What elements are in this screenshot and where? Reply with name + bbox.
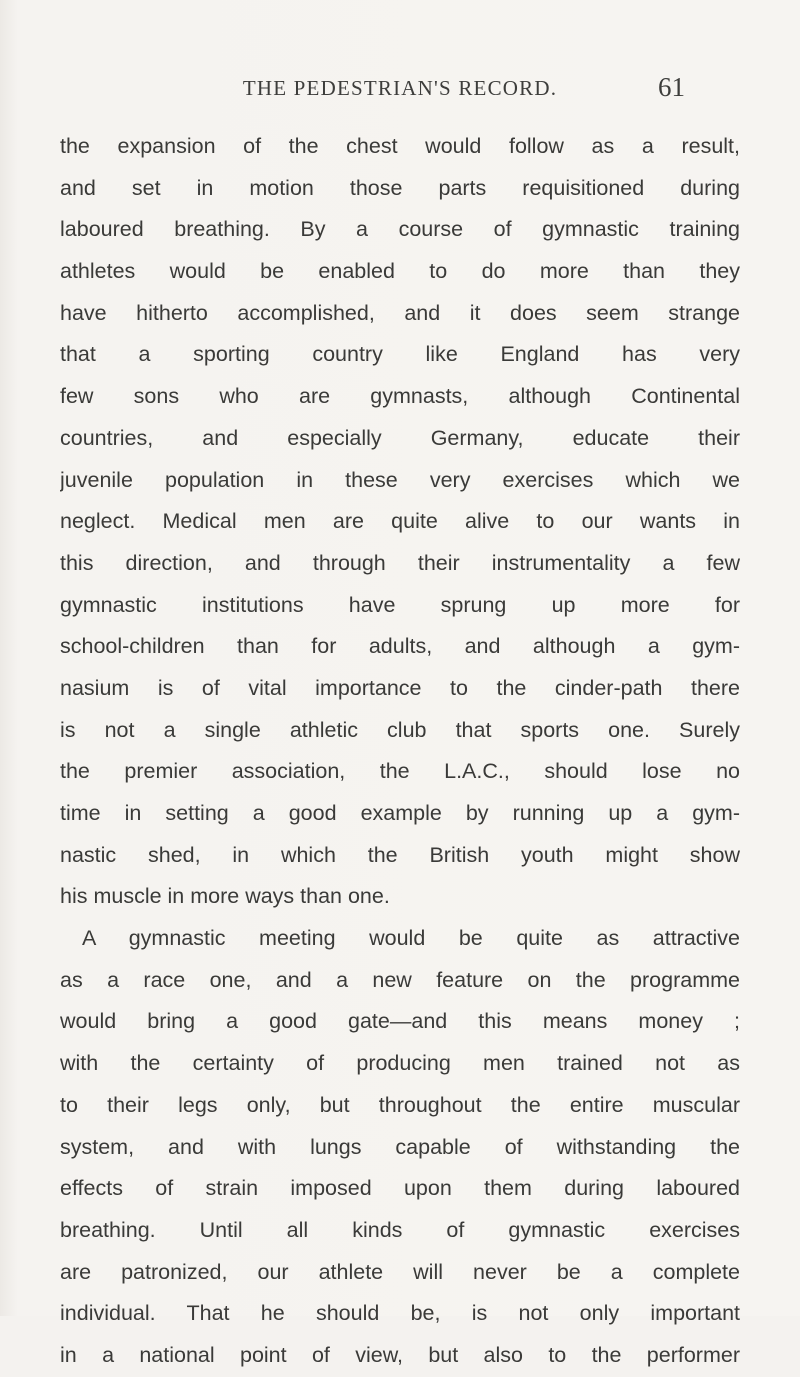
text-line: gymnastic institutions have sprung up more for	[60, 592, 740, 617]
paragraph-start-line: A gymnastic meeting would be quite as attractive	[82, 926, 740, 951]
text-line: system, and with lungs capable of withstanding the	[60, 1134, 740, 1159]
text-line: as a race one, and a new feature on the programme	[60, 967, 740, 992]
paragraph-end-line: his muscle in more ways than one.	[60, 884, 390, 909]
text-line: the expansion of the chest would follow as a result,	[60, 134, 740, 158]
page-number: 61	[658, 72, 685, 102]
text-line: juvenile population in these very exercises which we	[60, 467, 740, 492]
text-line: school-children than for adults, and although a gym-	[60, 634, 740, 659]
text-line: this direction, and through their instrumentality a few	[60, 550, 740, 575]
text-line: countries, and especially Germany, educate their	[60, 425, 740, 450]
text-line: individual. That he should be, is not only important	[60, 1301, 740, 1326]
text-line: would bring a good gate—and this means money ;	[60, 1009, 740, 1034]
text-line: are patronized, our athlete will never be a complete	[60, 1259, 740, 1284]
text-line: to their legs only, but throughout the entire muscular	[60, 1092, 740, 1117]
text-line: laboured breathing. By a course of gymnastic training	[60, 217, 740, 242]
text-line: and set in motion those parts requisitioned during	[60, 175, 740, 200]
text-line: nasium is of vital importance to the cinder-path there	[60, 675, 740, 700]
text-line: that a sporting country like England has very	[60, 342, 740, 367]
text-line: with the certainty of producing men trained not as	[60, 1051, 740, 1076]
text-line: have hitherto accomplished, and it does seem strange	[60, 300, 740, 325]
text-line: neglect. Medical men are quite alive to our wants in	[60, 509, 740, 534]
text-line: nastic shed, in which the British youth might show	[60, 842, 740, 867]
text-line: is not a single athletic club that sports one. Surely	[60, 717, 740, 742]
text-line: breathing. Until all kinds of gymnastic exercises	[60, 1217, 740, 1242]
text-line: in a national point of view, but also to the performer	[60, 1342, 740, 1367]
body-text	[60, 126, 740, 1377]
text-line: the premier association, the L.A.C., should lose no	[60, 759, 740, 784]
text-line: effects of strain imposed upon them during laboured	[60, 1176, 740, 1201]
text-line: time in setting a good example by running up a gym-	[60, 801, 740, 825]
text-line: athletes would be enabled to do more than they	[60, 259, 740, 284]
running-header: THE PEDESTRIAN'S RECORD.	[242, 76, 558, 100]
text-line: few sons who are gymnasts, although Continental	[60, 384, 740, 409]
